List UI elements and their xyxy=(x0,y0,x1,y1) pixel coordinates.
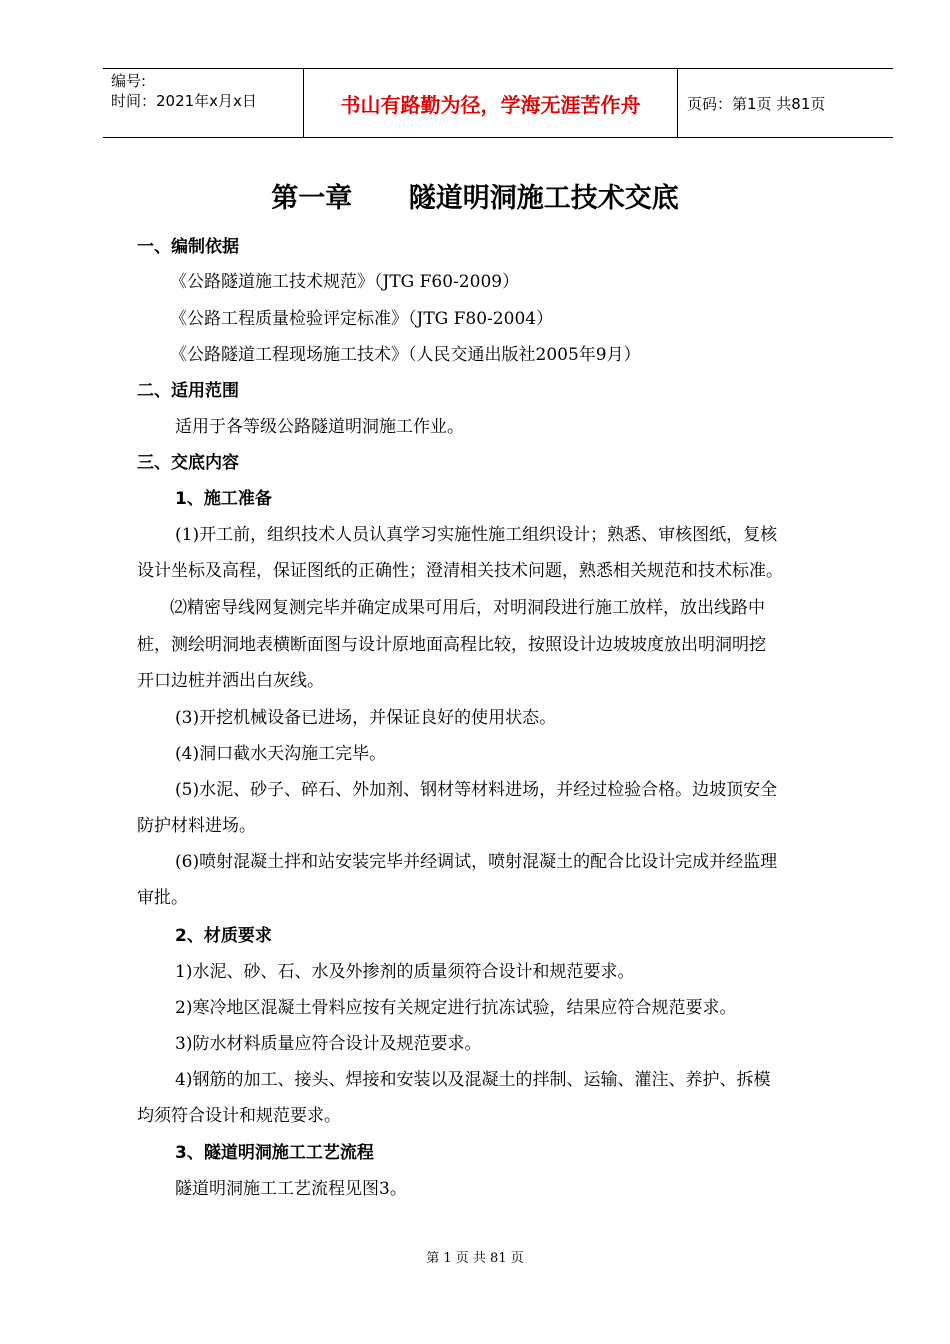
section-heading-2: 二、适用范围 xyxy=(137,381,239,401)
paragraph-line: 均须符合设计和规范要求。 xyxy=(137,1106,341,1126)
subsection-heading-2: 2、材质要求 xyxy=(175,926,272,946)
paragraph-line: 桩，测绘明洞地表横断面图与设计原地面高程比较，按照设计边坡坡度放出明洞明挖 xyxy=(137,635,766,655)
paragraph-line: 设计坐标及高程，保证图纸的正确性；澄清相关技术问题，熟悉相关规范和技术标准。 xyxy=(137,561,783,581)
reference-1: 《公路隧道施工技术规范》（JTG F60-2009） xyxy=(170,272,520,292)
reference-3: 《公路隧道工程现场施工技术》（人民交通出版社2005年9月） xyxy=(170,345,641,365)
reference-2: 《公路工程质量检验评定标准》（JTG F80-2004） xyxy=(170,309,554,329)
paragraph-line: (3)开挖机械设备已进场，并保证良好的使用状态。 xyxy=(175,708,557,728)
paragraph-line: 1)水泥、砂、石、水及外掺剂的质量须符合设计和规范要求。 xyxy=(175,962,635,982)
paragraph-line: 3)防水材料质量应符合设计及规范要求。 xyxy=(175,1034,482,1054)
paragraph-line: 4)钢筋的加工、接头、焊接和安装以及混凝土的拌制、运输、灌注、养护、拆模 xyxy=(175,1070,771,1090)
paragraph-line: ⑵精密导线网复测完毕并确定成果可用后，对明洞段进行施工放样，放出线路中 xyxy=(170,598,765,618)
header-page-label: 页码：第1页 共81页 xyxy=(687,94,826,113)
paragraph-line: 隧道明洞施工工艺流程见图3。 xyxy=(175,1179,407,1199)
paragraph-line: 2)寒冷地区混凝土骨料应按有关规定进行抗冻试验，结果应符合规范要求。 xyxy=(175,998,737,1018)
time-label: 时间：2021年x月x日 xyxy=(111,92,257,110)
paragraph-line: (1)开工前，组织技术人员认真学习实施性施工组织设计；熟悉、审核图纸，复核 xyxy=(175,525,778,545)
subsection-heading-1: 1、施工准备 xyxy=(175,489,272,509)
number-label: 编号: xyxy=(111,72,147,90)
section-heading-1: 一、编制依据 xyxy=(137,237,239,257)
subsection-heading-3: 3、隧道明洞施工工艺流程 xyxy=(175,1143,374,1163)
header-meta-cell xyxy=(103,69,303,137)
paragraph-line: (5)水泥、砂子、碎石、外加剂、钢材等材料进场，并经过检验合格。边坡顶安全 xyxy=(175,780,778,800)
header-motto: 书山有路勤为径，学海无涯苦作舟 xyxy=(303,69,678,137)
paragraph-line: 防护材料进场。 xyxy=(137,816,256,836)
paragraph-line: (4)洞口截水天沟施工完毕。 xyxy=(175,744,387,764)
paragraph-line: (6)喷射混凝土拌和站安装完毕并经调试，喷射混凝土的配合比设计完成并经监理 xyxy=(175,852,778,872)
page-footer: 第 1 页 共 81 页 xyxy=(426,1251,524,1266)
paragraph-line: 开口边桩并洒出白灰线。 xyxy=(137,671,324,691)
chapter-title: 第一章 隧道明洞施工技术交底 xyxy=(271,183,679,214)
section-heading-3: 三、交底内容 xyxy=(137,453,239,473)
document-header xyxy=(103,68,893,138)
scope-text: 适用于各等级公路隧道明洞施工作业。 xyxy=(175,417,464,437)
paragraph-line: 审批。 xyxy=(137,888,188,908)
